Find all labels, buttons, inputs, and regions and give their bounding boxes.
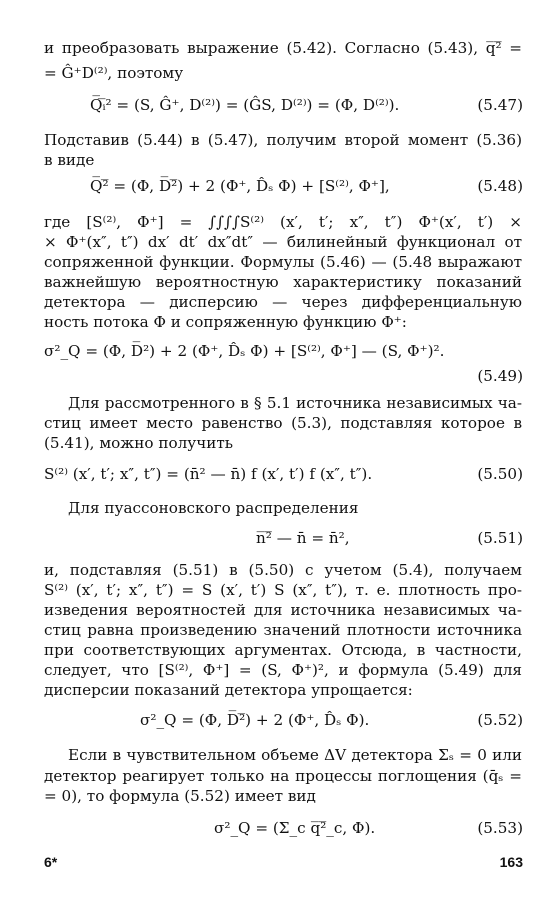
equation-number: (5.47): [477, 96, 523, 114]
equation-5-50: S⁽²⁾ (x′, t′; x″, t″) = (n̄² — n̄) f (x′, t′) f (x″, t″).: [44, 465, 373, 483]
equation-number: (5.52): [477, 711, 523, 729]
equation-5-49: σ²_Q = (Φ, D̅²) + 2 (Φ⁺, D̂ₛ Φ) + [S⁽²⁾, Φ⁺] — (S, Φ⁺)².: [44, 342, 445, 360]
equation-number: (5.51): [477, 529, 523, 547]
text-line: Для пуассоновского распределения: [68, 499, 359, 517]
text-line: и, подставляя (5.51) в (5.50) с учетом (5.4), получаем: [44, 561, 522, 579]
text-line: Если в чувствительном объеме ΔV детектора Σₛ = 0 или: [68, 746, 522, 764]
equation-number: (5.50): [477, 465, 523, 483]
text-line: = 0), то формула (5.52) имеет вид: [44, 787, 316, 805]
equation-5-53: σ²_Q = (Σ_c q̅²̅_c, Φ).: [214, 819, 376, 837]
text-line: важнейшую вероятностную характеристику показаний: [44, 273, 522, 291]
equation-5-47: Q̅ᵢ̅² = (S, Ĝ⁺, D⁽²⁾) = (ĜS, D⁽²⁾) = (Φ, D⁽²⁾).: [90, 96, 400, 114]
equation-number: (5.49): [477, 367, 523, 385]
text-line: стиц равна произведению значений плотности источника: [44, 621, 522, 639]
equation-5-48: Q̅²̅ = (Φ, D̅²̅) + 2 (Φ⁺, D̂ₛ Φ) + [S⁽²⁾, Φ⁺],: [90, 177, 390, 195]
text-line: (5.41), можно получить: [44, 434, 234, 452]
text-line: и преобразовать выражение (5.42). Согласно (5.43), q̅²̅ =: [44, 39, 522, 57]
text-line: стиц имеет место равенство (5.3), подставляя которое в: [44, 414, 522, 432]
text-line: изведения вероятностей для источника независимых ча-: [44, 601, 522, 619]
text-line: в виде: [44, 151, 95, 169]
text-line: S⁽²⁾ (x′, t′; x″, t″) = S (x′, t′) S (x″, t″), т. е. плотность про-: [44, 581, 522, 599]
text-line: детектор реагирует только на процессы поглощения (q̄ₛ =: [44, 767, 522, 785]
text-line: ность потока Φ и сопряженную функцию Φ⁺:: [44, 313, 407, 331]
text-line: = Ĝ⁺D⁽²⁾, поэтому: [44, 64, 184, 82]
text-line: следует, что [S⁽²⁾, Φ⁺] = (S, Φ⁺)², и формула (5.49) для: [44, 661, 522, 679]
equation-5-51: n̅²̅ — n̄ = n̄²,: [256, 529, 350, 547]
text-line: при соответствующих аргументах. Отсюда, в частности,: [44, 641, 522, 659]
text-line: где [S⁽²⁾, Φ⁺] = ∫∫∫∫S⁽²⁾ (x′, t′; x″, t″) Φ⁺(x′, t′) ×: [44, 213, 522, 231]
text-line: Подставив (5.44) в (5.47), получим второй момент (5.36): [44, 131, 522, 149]
equation-number: (5.53): [477, 819, 523, 837]
signature-mark: 6*: [44, 854, 58, 870]
equation-5-52: σ²_Q = (Φ, D̅²̅) + 2 (Φ⁺, D̂ₛ Φ).: [140, 711, 370, 729]
text-line: сопряженной функции. Формулы (5.46) — (5.48 выражают: [44, 253, 522, 271]
text-line: дисперсии показаний детектора упрощается:: [44, 681, 413, 699]
text-line: детектора — дисперсию — через дифференциальную: [44, 293, 522, 311]
page-number: 163: [499, 854, 523, 870]
equation-number: (5.48): [477, 177, 523, 195]
text-line: × Φ⁺(x″, t″) dx′ dt′ dx″dt″ — билинейный функционал от: [44, 233, 522, 251]
text-line: Для рассмотренного в § 5.1 источника независимых ча-: [68, 394, 522, 412]
